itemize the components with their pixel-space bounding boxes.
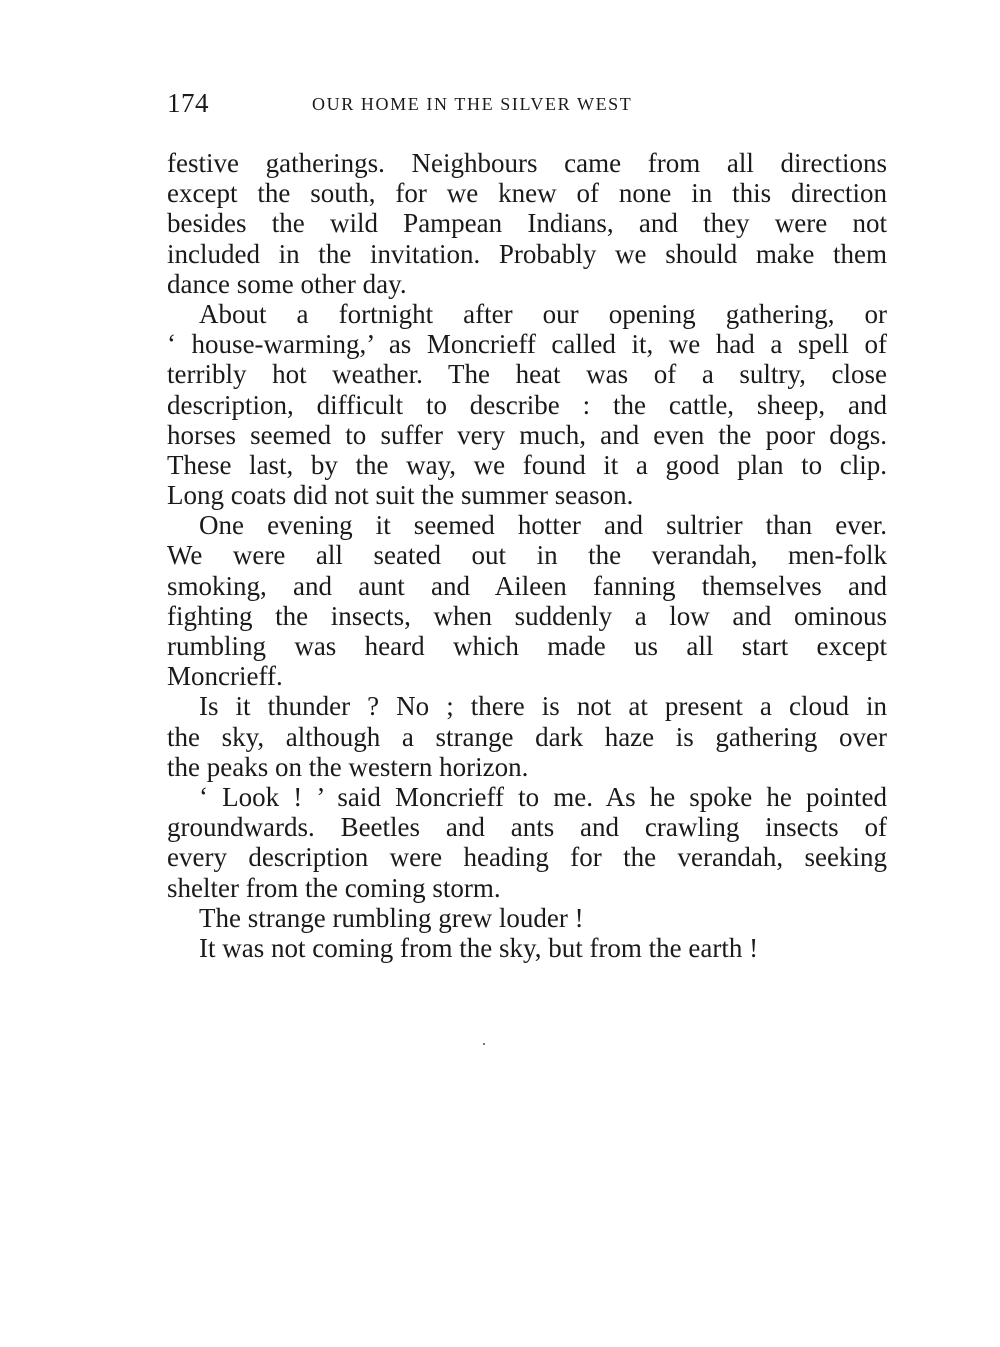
text-line: dance some other day. xyxy=(167,268,407,299)
page-header xyxy=(167,88,887,124)
text-line: Long coats did not suit the summer season. xyxy=(167,480,634,511)
text-line: terribly hot weather. The heat was of a sultry, close xyxy=(167,359,887,390)
paragraph xyxy=(167,510,887,691)
text-line: Is it thunder ? No ; there is not at present a cloud in xyxy=(199,691,887,722)
text-line: The strange rumbling grew louder ! xyxy=(199,902,584,933)
paragraph xyxy=(167,782,887,903)
text-line: groundwards. Beetles and ants and crawling insects of xyxy=(167,812,887,843)
body-text xyxy=(167,148,887,963)
text-line: Moncrieff. xyxy=(167,661,283,692)
text-line: besides the wild Pampean Indians, and they were not xyxy=(167,208,887,239)
text-line: smoking, and aunt and Aileen fanning themselves and xyxy=(167,570,887,601)
paragraph xyxy=(167,903,887,933)
text-line: included in the invitation. Probably we should make them xyxy=(167,238,887,269)
text-line: horses seemed to suffer very much, and even the poor dogs. xyxy=(167,419,887,450)
text-line: One evening it seemed hotter and sultrier than ever. xyxy=(199,510,887,541)
scan-speck xyxy=(483,1043,485,1045)
paragraph xyxy=(167,691,887,782)
page-number: 174 xyxy=(167,88,209,118)
paragraph xyxy=(167,933,887,963)
text-line: every description were heading for the verandah, seeking xyxy=(167,842,887,873)
text-line: These last, by the way, we found it a good plan to clip. xyxy=(167,449,887,480)
text-line: ‘ Look ! ’ said Moncrieff to me. As he spoke he pointed xyxy=(199,781,887,812)
running-head: OUR HOME IN THE SILVER WEST xyxy=(312,94,633,114)
text-line: festive gatherings. Neighbours came from all directions xyxy=(167,148,887,178)
paragraph xyxy=(167,148,887,299)
text-line: description, difficult to describe : the cattle, sheep, and xyxy=(167,389,887,420)
paragraph xyxy=(167,299,887,510)
text-line: shelter from the coming storm. xyxy=(167,872,501,903)
text-line: the sky, although a strange dark haze is gathering over xyxy=(167,721,887,752)
text-line: the peaks on the western horizon. xyxy=(167,751,529,782)
text-line: About a fortnight after our opening gathering, or xyxy=(199,298,887,329)
text-line: rumbling was heard which made us all start except xyxy=(167,631,887,661)
text-line: ‘ house-warming,’ as Moncrieff called it, we had a spell of xyxy=(167,329,887,360)
text-line: fighting the insects, when suddenly a low and ominous xyxy=(167,600,887,631)
text-line: It was not coming from the sky, but from the earth ! xyxy=(199,932,759,963)
text-line: except the south, for we knew of none in this direction xyxy=(167,178,887,209)
text-line: We were all seated out in the verandah, men-folk xyxy=(167,540,887,571)
